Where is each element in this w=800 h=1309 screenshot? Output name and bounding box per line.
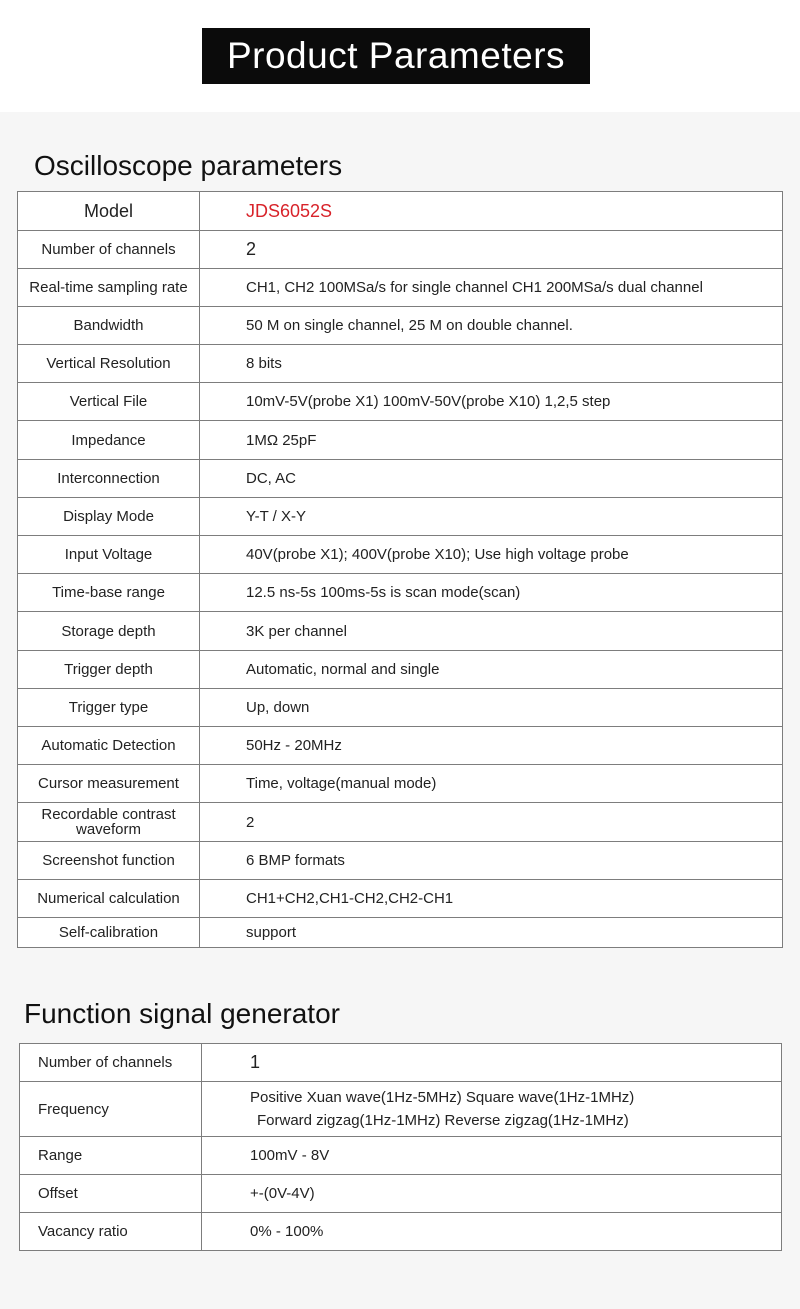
- param-label: Display Mode: [18, 498, 200, 536]
- param-value: CH1, CH2 100MSa/s for single channel CH1 200MSa/s dual channel: [200, 269, 783, 307]
- table-row: [20, 1082, 782, 1137]
- table-row: [18, 765, 783, 803]
- param-label: Vertical File: [18, 383, 200, 421]
- param-value: 1: [202, 1044, 782, 1082]
- table-row: [18, 460, 783, 498]
- table-row: [18, 651, 783, 689]
- table-row: [18, 383, 783, 421]
- table-row: [20, 1213, 782, 1251]
- param-label: Range: [20, 1137, 202, 1175]
- param-value: +-(0V-4V): [202, 1175, 782, 1213]
- table-row: [18, 421, 783, 460]
- param-label: Vertical Resolution: [18, 345, 200, 383]
- param-label: Number of channels: [18, 231, 200, 269]
- param-label: Numerical calculation: [18, 880, 200, 918]
- param-value: 2: [200, 803, 783, 842]
- table-row: [18, 345, 783, 383]
- param-value: 50 M on single channel, 25 M on double channel.: [200, 307, 783, 345]
- param-value: JDS6052S: [200, 192, 783, 231]
- frequency-line-1: Positive Xuan wave(1Hz-5MHz) Square wave(1Hz-1MHz): [250, 1089, 635, 1106]
- param-value: 8 bits: [200, 345, 783, 383]
- param-value: Automatic, normal and single: [200, 651, 783, 689]
- table-row: [18, 307, 783, 345]
- table-row: [18, 231, 783, 269]
- param-label: Vacancy ratio: [20, 1213, 202, 1251]
- param-value: Time, voltage(manual mode): [200, 765, 783, 803]
- param-value: DC, AC: [200, 460, 783, 498]
- param-label: Bandwidth: [18, 307, 200, 345]
- param-label: Input Voltage: [18, 536, 200, 574]
- table-row: [18, 880, 783, 918]
- table-row: [18, 918, 783, 948]
- table-row: [20, 1044, 782, 1082]
- param-label: Offset: [20, 1175, 202, 1213]
- param-label: Model: [18, 192, 200, 231]
- param-label: Trigger depth: [18, 651, 200, 689]
- param-label: Recordable contrast waveform: [18, 803, 200, 842]
- frequency-line-2: Forward zigzag(1Hz-1MHz) Reverse zigzag(1Hz-1MHz): [257, 1112, 629, 1129]
- table-row: [18, 803, 783, 842]
- param-label: Number of channels: [20, 1044, 202, 1082]
- param-label: Real-time sampling rate: [18, 269, 200, 307]
- table-row: [20, 1137, 782, 1175]
- param-label: Self-calibration: [18, 918, 200, 948]
- param-value: 3K per channel: [200, 612, 783, 651]
- table-row: [18, 842, 783, 880]
- param-value: Up, down: [200, 689, 783, 727]
- param-label: Interconnection: [18, 460, 200, 498]
- param-label: Storage depth: [18, 612, 200, 651]
- generator-parameters-table: [19, 1043, 782, 1251]
- param-value: 12.5 ns-5s 100ms-5s is scan mode(scan): [200, 574, 783, 612]
- param-label: Trigger type: [18, 689, 200, 727]
- table-row: [18, 727, 783, 765]
- param-value: 2: [200, 231, 783, 269]
- param-label: Automatic Detection: [18, 727, 200, 765]
- page-title-banner: Product Parameters: [202, 28, 590, 84]
- table-row: [18, 689, 783, 727]
- oscilloscope-section-title: Oscilloscope parameters: [34, 150, 343, 181]
- param-value: 1MΩ 25pF: [200, 421, 783, 460]
- param-value: 50Hz - 20MHz: [200, 727, 783, 765]
- table-row: [18, 498, 783, 536]
- table-row: [18, 612, 783, 651]
- param-label: Time-base range: [18, 574, 200, 612]
- table-row: [18, 192, 783, 231]
- param-value: support: [200, 918, 783, 948]
- param-value: [202, 1082, 782, 1137]
- table-row: [18, 269, 783, 307]
- table-row: [18, 536, 783, 574]
- param-value: CH1+CH2,CH1-CH2,CH2-CH1: [200, 880, 783, 918]
- param-label: Frequency: [20, 1082, 202, 1137]
- param-label: Screenshot function: [18, 842, 200, 880]
- param-value: 6 BMP formats: [200, 842, 783, 880]
- param-label: Cursor measurement: [18, 765, 200, 803]
- param-value: 40V(probe X1); 400V(probe X10); Use high voltage probe: [200, 536, 783, 574]
- table-row: [18, 574, 783, 612]
- param-value: Y-T / X-Y: [200, 498, 783, 536]
- generator-section-title: Function signal generator: [24, 998, 340, 1029]
- param-value: 0% - 100%: [202, 1213, 782, 1251]
- table-row: [20, 1175, 782, 1213]
- param-value: 10mV-5V(probe X1) 100mV-50V(probe X10) 1,2,5 step: [200, 383, 783, 421]
- oscilloscope-parameters-table: [17, 191, 783, 948]
- param-value: 100mV - 8V: [202, 1137, 782, 1175]
- param-label: Impedance: [18, 421, 200, 460]
